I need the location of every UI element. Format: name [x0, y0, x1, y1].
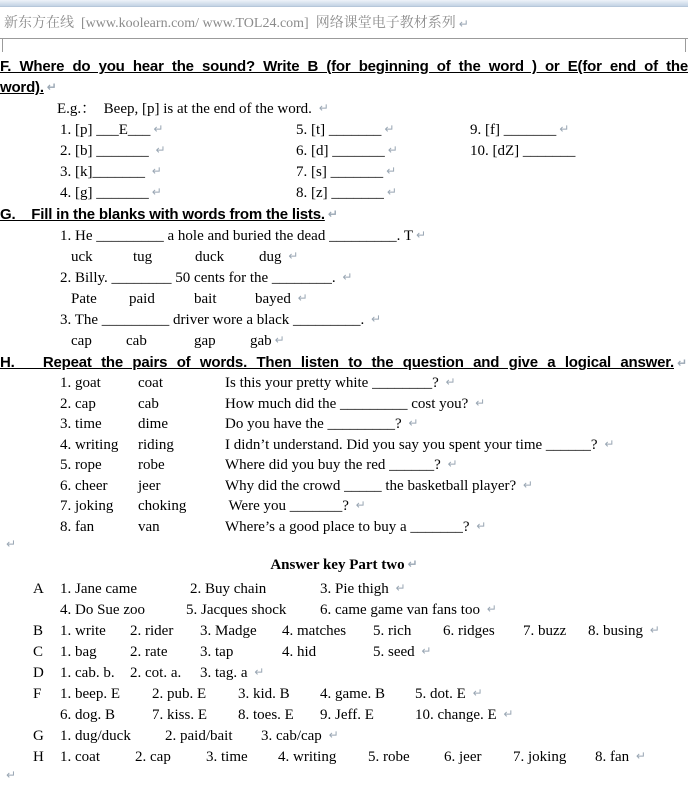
- answer-item: 4. writing: [278, 749, 337, 765]
- g-word: dug: [259, 249, 286, 265]
- return-mark: ↵: [604, 436, 615, 451]
- h-question: Where’s a good place to buy a _______?: [225, 518, 474, 535]
- return-mark: ↵: [46, 80, 57, 94]
- return-mark: ↵: [371, 312, 382, 326]
- return-mark: ↵: [153, 122, 164, 136]
- answer-item: 9. Jeff. E: [320, 707, 374, 723]
- answer-item: 1. Jane came: [60, 581, 138, 597]
- section-f-heading-line1: F. Where do you hear the sound? Write B (for beginning of the word ) or E(for end of the: [0, 58, 688, 75]
- answer-item: 4. matches: [282, 623, 347, 639]
- h-pair-word2: robe: [138, 457, 165, 473]
- h-pair-word2: choking: [138, 498, 187, 514]
- answer-key-rows: [0, 579, 688, 768]
- answer-item: 3. time: [206, 749, 248, 765]
- empty-paragraph: [3, 768, 688, 785]
- return-mark: ↵: [155, 143, 166, 157]
- answer-item: 1. dug/duck: [60, 728, 131, 744]
- section-f-row: [60, 120, 688, 141]
- row-label: B: [33, 623, 44, 639]
- section-h-heading-text: H. Repeat the pairs of words. Then listen to the question and give a logical answer.: [0, 354, 674, 371]
- g-word: cab: [126, 333, 147, 349]
- g-wordlist-3: [71, 331, 688, 352]
- answer-row-a1: [33, 579, 688, 600]
- h-row-8: [60, 517, 688, 538]
- answer-item: 3. cab/cap: [261, 728, 326, 744]
- return-mark: ↵: [6, 768, 17, 782]
- f-item-text: 2. [b] _______: [60, 143, 153, 159]
- answer-item: 2. rate: [130, 644, 168, 660]
- h-question: Is this your pretty white ________?: [225, 375, 443, 391]
- return-mark: ↵: [151, 164, 162, 178]
- answer-item: 3. tap: [200, 644, 234, 660]
- row-label: G: [33, 728, 44, 744]
- return-mark: ↵: [503, 707, 514, 721]
- return-mark: ↵: [445, 375, 456, 389]
- f-item-text: 1. [p] ___E___: [60, 122, 151, 138]
- answer-key-title: [0, 555, 688, 575]
- answer-item: 5. seed: [373, 644, 419, 660]
- section-f-row: [60, 162, 688, 183]
- f-item-text: 4. [g] _______: [60, 185, 149, 201]
- f-item-text: 9. [f] _______: [470, 122, 557, 138]
- row-label: H: [33, 749, 44, 765]
- h-row-7: [60, 496, 688, 517]
- return-mark: ↵: [635, 749, 646, 763]
- f-item-3: [60, 162, 296, 183]
- answer-item: 8. toes. E: [238, 707, 294, 723]
- empty-paragraph: [3, 537, 688, 554]
- g-word: Pate: [71, 291, 97, 307]
- answer-row-f2: [33, 705, 688, 726]
- g-word: duck: [195, 249, 225, 265]
- return-mark: ↵: [384, 122, 395, 136]
- answer-item: 6. came game van fans too: [320, 602, 484, 618]
- answer-item: 2. pub. E: [152, 686, 207, 702]
- answer-item: 1. beep. E: [60, 686, 120, 702]
- row-label: A: [33, 581, 44, 597]
- answer-item: 1. cab. b.: [60, 665, 115, 681]
- section-f-example: [57, 99, 688, 120]
- h-question: Do you have the _________?: [225, 416, 406, 432]
- answer-item: 7. joking: [513, 749, 567, 765]
- h-pair-word2: dime: [138, 416, 168, 432]
- return-mark: ↵: [387, 143, 398, 157]
- h-question: I didn’t understand. Did you say you spent your time ______?: [225, 436, 602, 453]
- section-f-row: [60, 183, 688, 204]
- section-g-heading: [0, 204, 688, 226]
- return-mark: ↵: [318, 101, 329, 115]
- document-body: [0, 39, 688, 785]
- return-mark: ↵: [472, 686, 483, 700]
- answer-key-title-text: Answer key Part two: [270, 557, 405, 573]
- answer-item: 1. write: [60, 623, 106, 639]
- return-mark: ↵: [328, 728, 339, 742]
- h-pair-word1: 4. writing: [60, 436, 119, 453]
- f-item-text: 7. [s] _______: [296, 164, 384, 180]
- g-word: paid: [129, 291, 155, 307]
- answer-item: 5. Jacques shock: [186, 602, 287, 618]
- g-sentence-1: [60, 226, 688, 247]
- f-item-9: [470, 120, 569, 141]
- section-g-heading-text: G. Fill in the blanks with words from the lists.: [0, 206, 325, 223]
- document-header: [0, 7, 688, 38]
- section-f-row: [60, 141, 688, 162]
- return-mark: ↵: [458, 17, 469, 31]
- return-mark: ↵: [355, 498, 366, 512]
- answer-item: 6. jeer: [444, 749, 482, 765]
- h-pair-word2: jeer: [138, 477, 161, 494]
- g-word: gap: [194, 333, 216, 349]
- return-mark: ↵: [274, 333, 285, 347]
- return-mark: ↵: [327, 207, 338, 221]
- h-pair-word2: van: [138, 518, 160, 535]
- f-item-10: [470, 141, 575, 162]
- f-item-8: [296, 183, 470, 204]
- answer-item: 5. robe: [368, 749, 410, 765]
- f-item-5: [296, 120, 470, 141]
- return-mark: ↵: [386, 164, 397, 178]
- h-question: How much did the _________ cost you?: [225, 395, 473, 412]
- g-word: gab: [250, 333, 272, 349]
- answer-item: 4. game. B: [320, 686, 385, 702]
- g-sentence-3: [60, 310, 688, 331]
- h-pair-word1: 5. rope: [60, 457, 102, 473]
- answer-item: 6. dog. B: [60, 707, 116, 723]
- g-wordlist-1: [71, 247, 688, 268]
- g-word: bait: [194, 291, 217, 307]
- return-mark: ↵: [649, 623, 660, 637]
- g-word: bayed: [255, 291, 295, 307]
- answer-item: 2. cap: [135, 749, 171, 765]
- answer-item: 1. bag: [60, 644, 97, 660]
- answer-item: 4. Do Sue zoo: [60, 602, 145, 618]
- answer-item: 8. busing: [588, 623, 647, 639]
- answer-row-c: [33, 642, 688, 663]
- row-label: F: [33, 686, 42, 702]
- h-pair-word1: 2. cap: [60, 395, 96, 412]
- return-mark: ↵: [288, 249, 299, 263]
- answer-row-d: [33, 663, 688, 684]
- f-item-1: [60, 120, 296, 141]
- answer-item: 10. change. E: [415, 707, 501, 723]
- answer-item: 2. cot. a.: [130, 665, 182, 681]
- h-pair-word1: 6. cheer: [60, 477, 108, 494]
- h-pair-word2: cab: [138, 395, 159, 412]
- f-item-text: 8. [z] _______: [296, 185, 384, 201]
- h-question: Were you _______?: [225, 498, 353, 514]
- f-item-text: 3. [k]_______: [60, 164, 149, 180]
- h-pair-word1: 1. goat: [60, 375, 101, 391]
- answer-item: 3. Pie thigh: [320, 581, 393, 597]
- f-item-text: 6. [d] _______: [296, 143, 385, 159]
- window-chrome-edge: [0, 0, 688, 7]
- answer-item: 7. buzz: [523, 623, 567, 639]
- h-pair-word1: 7. joking: [60, 498, 114, 514]
- g-word: tug: [133, 249, 153, 265]
- answer-item: 2. rider: [130, 623, 174, 639]
- g-sentence-text: 3. The _________ driver wore a black _________.: [60, 312, 368, 328]
- return-mark: ↵: [151, 185, 162, 199]
- h-pair-word1: 8. fan: [60, 518, 95, 535]
- return-mark: ↵: [415, 228, 427, 242]
- return-mark: ↵: [486, 602, 497, 616]
- h-question: Where did you buy the red ______?: [225, 457, 445, 473]
- answer-item: 1. coat: [60, 749, 100, 765]
- answer-row-b: [33, 621, 688, 642]
- h-row-5: [60, 455, 688, 476]
- h-row-1: [60, 373, 688, 394]
- return-mark: ↵: [677, 356, 687, 370]
- f-item-4: [60, 183, 296, 204]
- answer-item: 3. Madge: [200, 623, 257, 639]
- answer-item: 2. paid/bait: [165, 728, 233, 744]
- answer-item: 3. kid. B: [238, 686, 290, 702]
- f-item-text: 10. [dZ] _______: [470, 143, 576, 159]
- return-mark: ↵: [254, 665, 265, 679]
- return-mark: ↵: [447, 457, 458, 471]
- g-sentence-text: 2. Billy. ________ 50 cents for the ________.: [60, 270, 340, 286]
- f-item-7: [296, 162, 470, 183]
- h-row-6: [60, 476, 688, 497]
- g-sentence-2: [60, 268, 688, 289]
- text-boundary-right-tick: [685, 39, 686, 52]
- return-mark: ↵: [297, 291, 308, 305]
- answer-row-h: [33, 747, 688, 768]
- answer-row-g: [33, 726, 688, 747]
- g-word: uck: [71, 249, 93, 265]
- return-mark: ↵: [421, 644, 432, 658]
- return-mark: ↵: [408, 416, 419, 430]
- return-mark: ↵: [395, 581, 406, 595]
- answer-row-a2: [33, 600, 688, 621]
- g-sentence-text: 1. He _________ a hole and buried the dead _________. T: [60, 228, 413, 244]
- section-f-heading-line2: [0, 77, 688, 99]
- return-mark: ↵: [475, 395, 486, 410]
- f-item-2: [60, 141, 296, 162]
- return-mark: ↵: [476, 518, 487, 533]
- answer-item: 7. kiss. E: [152, 707, 208, 723]
- header-text: 新东方在线 [www.koolearn.com/ www.TOL24.com] 网络课堂电子教材系列: [4, 16, 456, 31]
- text-boundary-left-tick: [2, 39, 3, 52]
- h-pair-word2: riding: [138, 436, 174, 453]
- f-item-text: 5. [t] _______: [296, 122, 382, 138]
- answer-item: 3. tag. a: [200, 665, 252, 681]
- h-row-3: [60, 414, 688, 435]
- row-label: C: [33, 644, 44, 660]
- section-f-heading-text: word).: [0, 79, 44, 96]
- g-wordlist-2: [71, 289, 688, 310]
- header-boundary-line: [0, 38, 688, 39]
- answer-item: 6. ridges: [443, 623, 495, 639]
- h-row-2: [60, 394, 688, 415]
- h-pair-word1: 3. time: [60, 416, 102, 432]
- return-mark: ↵: [407, 557, 418, 571]
- h-pair-word2: coat: [138, 375, 163, 391]
- example-text: E.g.： Beep, [p] is at the end of the word.: [57, 101, 316, 117]
- section-h-heading: [0, 352, 688, 373]
- answer-row-f1: [33, 684, 688, 705]
- row-label: D: [33, 665, 44, 681]
- g-word: cap: [71, 333, 92, 349]
- f-item-6: [296, 141, 470, 162]
- answer-item: 2. Buy chain: [190, 581, 267, 597]
- return-mark: ↵: [559, 122, 570, 136]
- answer-item: 5. dot. E: [415, 686, 470, 702]
- answer-item: 8. fan: [595, 749, 633, 765]
- return-mark: ↵: [342, 270, 353, 284]
- answer-item: 4. hid: [282, 644, 317, 660]
- h-row-4: [60, 435, 688, 456]
- h-question: Why did the crowd _____ the basketball player?: [225, 477, 520, 494]
- answer-item: 5. rich: [373, 623, 412, 639]
- return-mark: ↵: [386, 185, 397, 199]
- return-mark: ↵: [522, 477, 533, 492]
- return-mark: ↵: [6, 537, 17, 551]
